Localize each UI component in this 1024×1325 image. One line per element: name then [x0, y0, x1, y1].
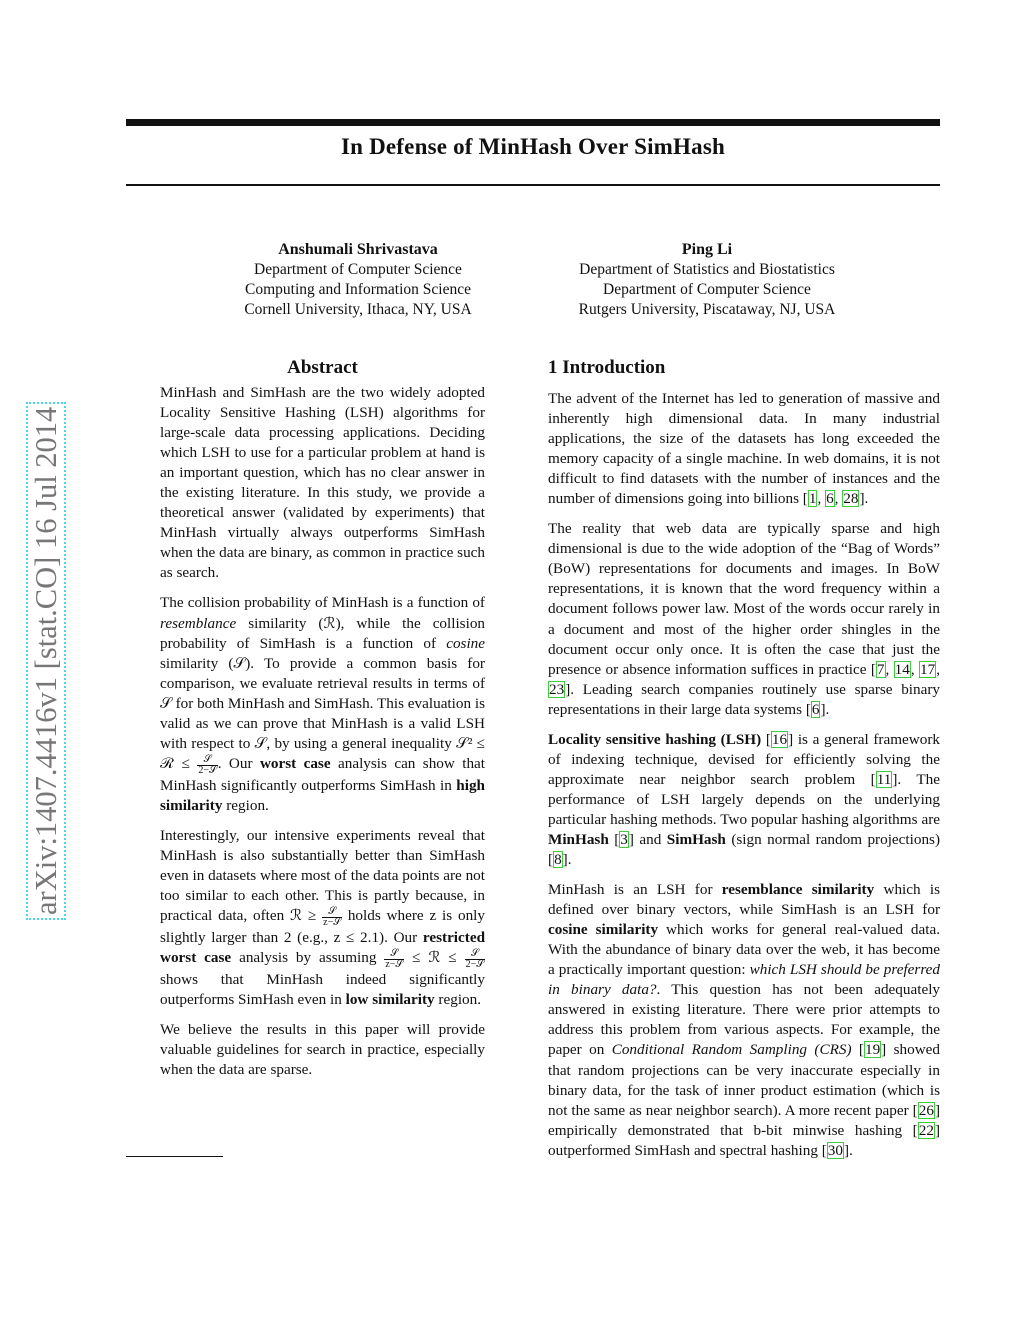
citation-link[interactable]: 7: [876, 660, 885, 678]
author-affiliation: Computing and Information Science: [245, 281, 471, 298]
intro-paragraph-4: MinHash is an LSH for resemblance similarity which is defined over binary vectors, while SimHash is an LSH for cosine similarity which works for general real-valued data. With the abundance of binary data over the web, it has become a practically important question: which LSH should be preferred in binary data?. This question has not been adequately answered in existing literature. There were prior attempts to address this problem from various aspects. For example, the paper on Conditional Random Sampling (CRS) [19] showed that random projections can be very inaccurate especially in binary data, for the task of inner product estimation (which is not the same as near neighbor search). A more recent paper [26] empirically demonstrated that b-bit minwise hashing [22] outperformed SimHash and spectral hashing [30].: [548, 881, 941, 1159]
citation-link[interactable]: 6: [811, 700, 820, 718]
fraction: $\frac{\text{𝒮}}{\text{2−𝒮}}$: [465, 948, 485, 971]
author-name: Anshumali Shrivastava: [278, 241, 438, 258]
fraction: $\frac{\text{𝒮}}{\text{z−𝒮}}$: [385, 948, 404, 971]
citation-link[interactable]: 16: [771, 730, 788, 748]
fraction: $\frac{\text{𝒮}}{\text{2−𝒮}}$: [198, 753, 217, 776]
citation-link[interactable]: 17: [920, 660, 936, 678]
citation-link[interactable]: 28: [843, 490, 859, 508]
abstract-column: [160, 357, 485, 1090]
citation-link[interactable]: 23: [549, 680, 565, 698]
citation-link[interactable]: 11: [876, 770, 892, 788]
author-affiliation: Cornell University, Ithaca, NY, USA: [244, 301, 472, 318]
abstract-heading: Abstract: [287, 357, 358, 378]
author-affiliation: Rutgers University, Piscataway, NJ, USA: [578, 301, 836, 318]
author-name: Ping Li: [681, 241, 733, 258]
introduction-heading: 1 Introduction: [548, 357, 666, 378]
citation-link[interactable]: 19: [864, 1041, 881, 1059]
intro-paragraph-3: Locality sensitive hashing (LSH) [16] is a general framework of indexing technique, devised for efficiently solving the approximate near neighbor search problem [11]. The performance of LSH largely depends on the underlying particular hashing methods. Two popular hashing algorithms are MinHash [3] and SimHash (sign normal random projections) [8].: [548, 730, 941, 869]
author-affiliation: Department of Statistics and Biostatistics: [579, 261, 835, 278]
citation-link[interactable]: 6: [826, 490, 834, 508]
intro-paragraph-1: The advent of the Internet has led to generation of massive and inherently high dimensional data. In many industrial applications, the size of the datasets has long exceeded the memory capacity of a single machine. In web domains, it is not difficult to find datasets with the number of instances and the number of dimensions going into billions [1, 6, 28].: [548, 390, 940, 508]
citation-link[interactable]: 26: [918, 1101, 934, 1119]
title-rule-top: [126, 119, 940, 126]
abstract-paragraph-1: MinHash and SimHash are the two widely adopted Locality Sensitive Hashing (LSH) algorithms for large-scale data processing applications. Deciding which LSH to use for a particular problem at hand is an important question, which has no clear answer in the existing literature. In this study, we provide a theoretical answer (validated by experiments) that MinHash virtually always outperforms SimHash when the data are binary, as common in practice such as search.: [160, 384, 485, 582]
citation-link[interactable]: 14: [894, 660, 910, 678]
intro-paragraph-2: The reality that web data are typically sparse and high dimensional is due to the wide adoption of the “Bag of Words” (BoW) representations for documents and images. In BoW representations, it is known that the word frequency within a document follows power law. Most of the words occur rarely in a document and most of the higher order shingles in the document occur only once. It is often the case that just the presence or absence information suffices in practice [7, 14, 17, 23]. Leading search companies routinely use sparse binary representations in their large data systems [6].: [548, 520, 940, 718]
author-block-2: [545, 240, 869, 320]
abstract-paragraph-3: Interestingly, our intensive experiments reveal that MinHash is also substantially better than SimHash even in datasets where most of the data points are not too similar to each other. This is partly because, in practical data, often ℛ ≥ $\frac{\text{𝒮}}{\text{z−𝒮}}$ holds where z is only slightly larger than 2 (e.g., z ≤ 2.1). Our restricted worst case analysis by assuming $\frac{\text{𝒮}}{\text{z−𝒮}}$ ≤ ℛ ≤ $\frac{\text{𝒮}}{\text{2−𝒮}}$ shows that MinHash indeed significantly outperforms SimHash even in low similarity region.: [160, 826, 486, 1009]
author-affiliation: Department of Computer Science: [254, 261, 462, 278]
author-affiliation: Department of Computer Science: [603, 281, 811, 298]
citation-link[interactable]: 30: [827, 1141, 843, 1159]
arxiv-identifier-text[interactable]: arXiv:1407.4416v1 [stat.CO] 16 Jul 2014: [29, 406, 63, 915]
title-rule-bottom: [126, 184, 940, 186]
citation-link[interactable]: 22: [918, 1121, 934, 1139]
fraction: $\frac{\text{𝒮}}{\text{z−𝒮}}$: [323, 906, 341, 929]
author-block-1: [200, 240, 516, 320]
arxiv-identifier[interactable]: [28, 337, 64, 917]
citation-link[interactable]: 3: [620, 830, 628, 848]
paper-title: In Defense of MinHash Over SimHash: [341, 134, 725, 159]
introduction-column: [548, 357, 940, 1171]
abstract-paragraph-2: The collision probability of MinHash is a function of resemblance similarity (ℛ), while the collision probability of SimHash is a function of cosine similarity (𝒮). To provide a common basis for comparison, we evaluate retrieval results in terms of 𝒮 for both MinHash and SimHash. This evaluation is valid as we can prove that MinHash is a valid LSH with respect to 𝒮, by using a general inequality 𝒮² ≤ ℛ ≤ $\frac{\text{𝒮}}{\text{2−𝒮}}$ . Our worst case analysis can show that MinHash significantly outperforms SimHash in high similarity region.: [160, 594, 486, 814]
citation-link[interactable]: 1: [808, 490, 817, 508]
footnote-rule: [126, 1156, 223, 1157]
abstract-paragraph-4: We believe the results in this paper will provide valuable guidelines for search in practice, especially when the data are sparse.: [160, 1021, 485, 1079]
citation-link[interactable]: 8: [554, 851, 562, 869]
